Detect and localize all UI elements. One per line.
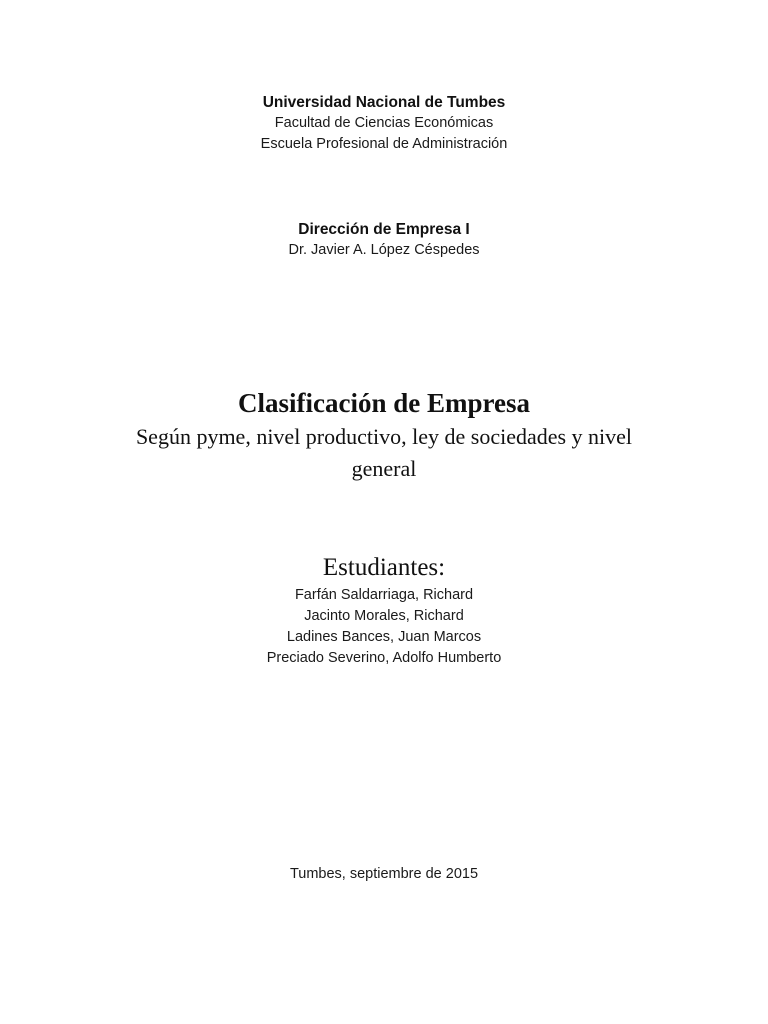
university-name: Universidad Nacional de Tumbes xyxy=(262,94,506,111)
student-name: Jacinto Morales, Richard xyxy=(304,608,464,624)
students-heading: Estudiantes: xyxy=(322,554,446,581)
school-name: Escuela Profesional de Administración xyxy=(260,136,508,152)
professor-name: Dr. Javier A. López Céspedes xyxy=(288,242,480,258)
students-list xyxy=(0,585,768,669)
course-name: Dirección de Empresa I xyxy=(298,221,470,238)
place-and-date: Tumbes, septiembre de 2015 xyxy=(289,866,479,882)
student-name: Ladines Bances, Juan Marcos xyxy=(286,629,482,645)
student-name: Preciado Severino, Adolfo Humberto xyxy=(266,650,502,666)
faculty-name: Facultad de Ciencias Económicas xyxy=(274,115,494,131)
student-name: Farfán Saldarriaga, Richard xyxy=(294,587,474,603)
document-subtitle: Según pyme, nivel productivo, ley de sociedades y nivel general xyxy=(135,424,633,481)
document-title: Clasificación de Empresa xyxy=(238,388,530,418)
